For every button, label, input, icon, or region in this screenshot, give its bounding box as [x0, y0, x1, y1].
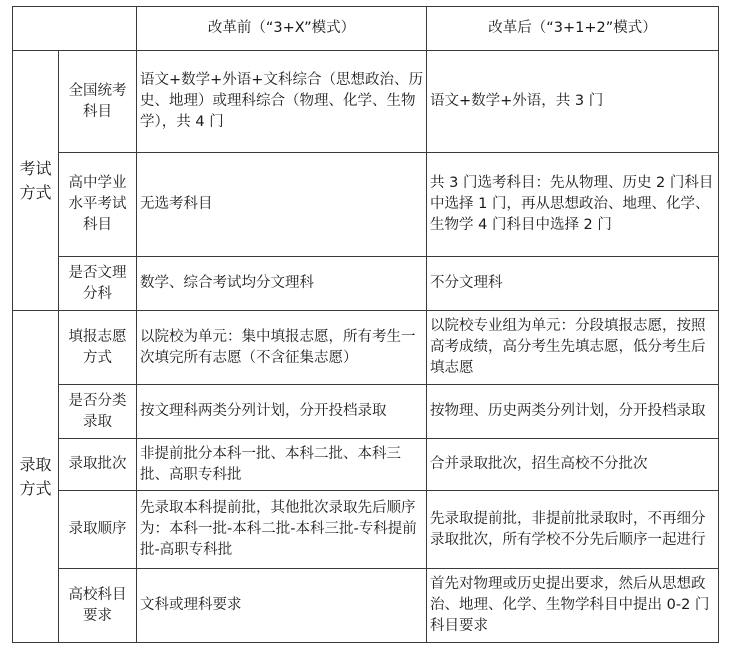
row-item-label: 填报志愿方式	[59, 311, 137, 385]
group-label-admission-method: 录取方式	[13, 311, 59, 643]
cell-after-reform: 不分文理科	[427, 257, 719, 311]
table-row	[13, 311, 719, 385]
row-item-label: 全国统考科目	[59, 51, 137, 153]
table-row	[13, 385, 719, 439]
cell-before-reform: 以院校为单元：集中填报志愿，所有考生一次填完所有志愿（不含征集志愿）	[137, 311, 427, 385]
row-item-label: 高校科目要求	[59, 569, 137, 643]
cell-before-reform: 非提前批分本科一批、本科二批、本科三批、高职专科批	[137, 439, 427, 491]
table-row	[13, 257, 719, 311]
cell-before-reform: 语文+数学+外语+文科综合（思想政治、历史、地理）或理科综合（物理、化学、生物学），共 4 门	[137, 51, 427, 153]
cell-after-reform: 共 3 门选考科目：先从物理、历史 2 门科目中选择 1 门，再从思想政治、地理、化学、生物学 4 门科目中选择 2 门	[427, 153, 719, 257]
row-item-label: 录取批次	[59, 439, 137, 491]
header-before-reform: 改革前（“3+X”模式）	[137, 7, 427, 51]
header-corner	[13, 7, 137, 51]
table-row	[13, 51, 719, 153]
cell-after-reform: 先录取提前批，非提前批录取时，不再细分录取批次，所有学校不分先后顺序一起进行	[427, 491, 719, 569]
table-row	[13, 439, 719, 491]
table-row	[13, 569, 719, 643]
cell-after-reform: 首先对物理或历史提出要求，然后从思想政治、地理、化学、生物学科目中提出 0-2 门科目要求	[427, 569, 719, 643]
cell-after-reform: 按物理、历史两类分列计划，分开投档录取	[427, 385, 719, 439]
comparison-table-container	[12, 6, 719, 643]
table-row	[13, 153, 719, 257]
row-item-label: 高中学业水平考试科目	[59, 153, 137, 257]
cell-before-reform: 无选考科目	[137, 153, 427, 257]
cell-after-reform: 以院校专业组为单元：分段填报志愿，按照高考成绩，高分考生先填志愿，低分考生后填志愿	[427, 311, 719, 385]
cell-before-reform: 按文理科两类分列计划，分开投档录取	[137, 385, 427, 439]
row-item-label: 是否文理分科	[59, 257, 137, 311]
header-row	[13, 7, 719, 51]
table-row	[13, 491, 719, 569]
row-item-label: 录取顺序	[59, 491, 137, 569]
cell-after-reform: 合并录取批次，招生高校不分批次	[427, 439, 719, 491]
cell-before-reform: 数学、综合考试均分文理科	[137, 257, 427, 311]
cell-after-reform: 语文+数学+外语，共 3 门	[427, 51, 719, 153]
cell-before-reform: 文科或理科要求	[137, 569, 427, 643]
group-label-exam-method: 考试方式	[13, 51, 59, 311]
header-after-reform: 改革后（“3+1+2”模式）	[427, 7, 719, 51]
cell-before-reform: 先录取本科提前批，其他批次录取先后顺序为：本科一批-本科二批-本科三批-专科提前批-高职专科批	[137, 491, 427, 569]
reform-comparison-table	[12, 6, 719, 643]
row-item-label: 是否分类录取	[59, 385, 137, 439]
